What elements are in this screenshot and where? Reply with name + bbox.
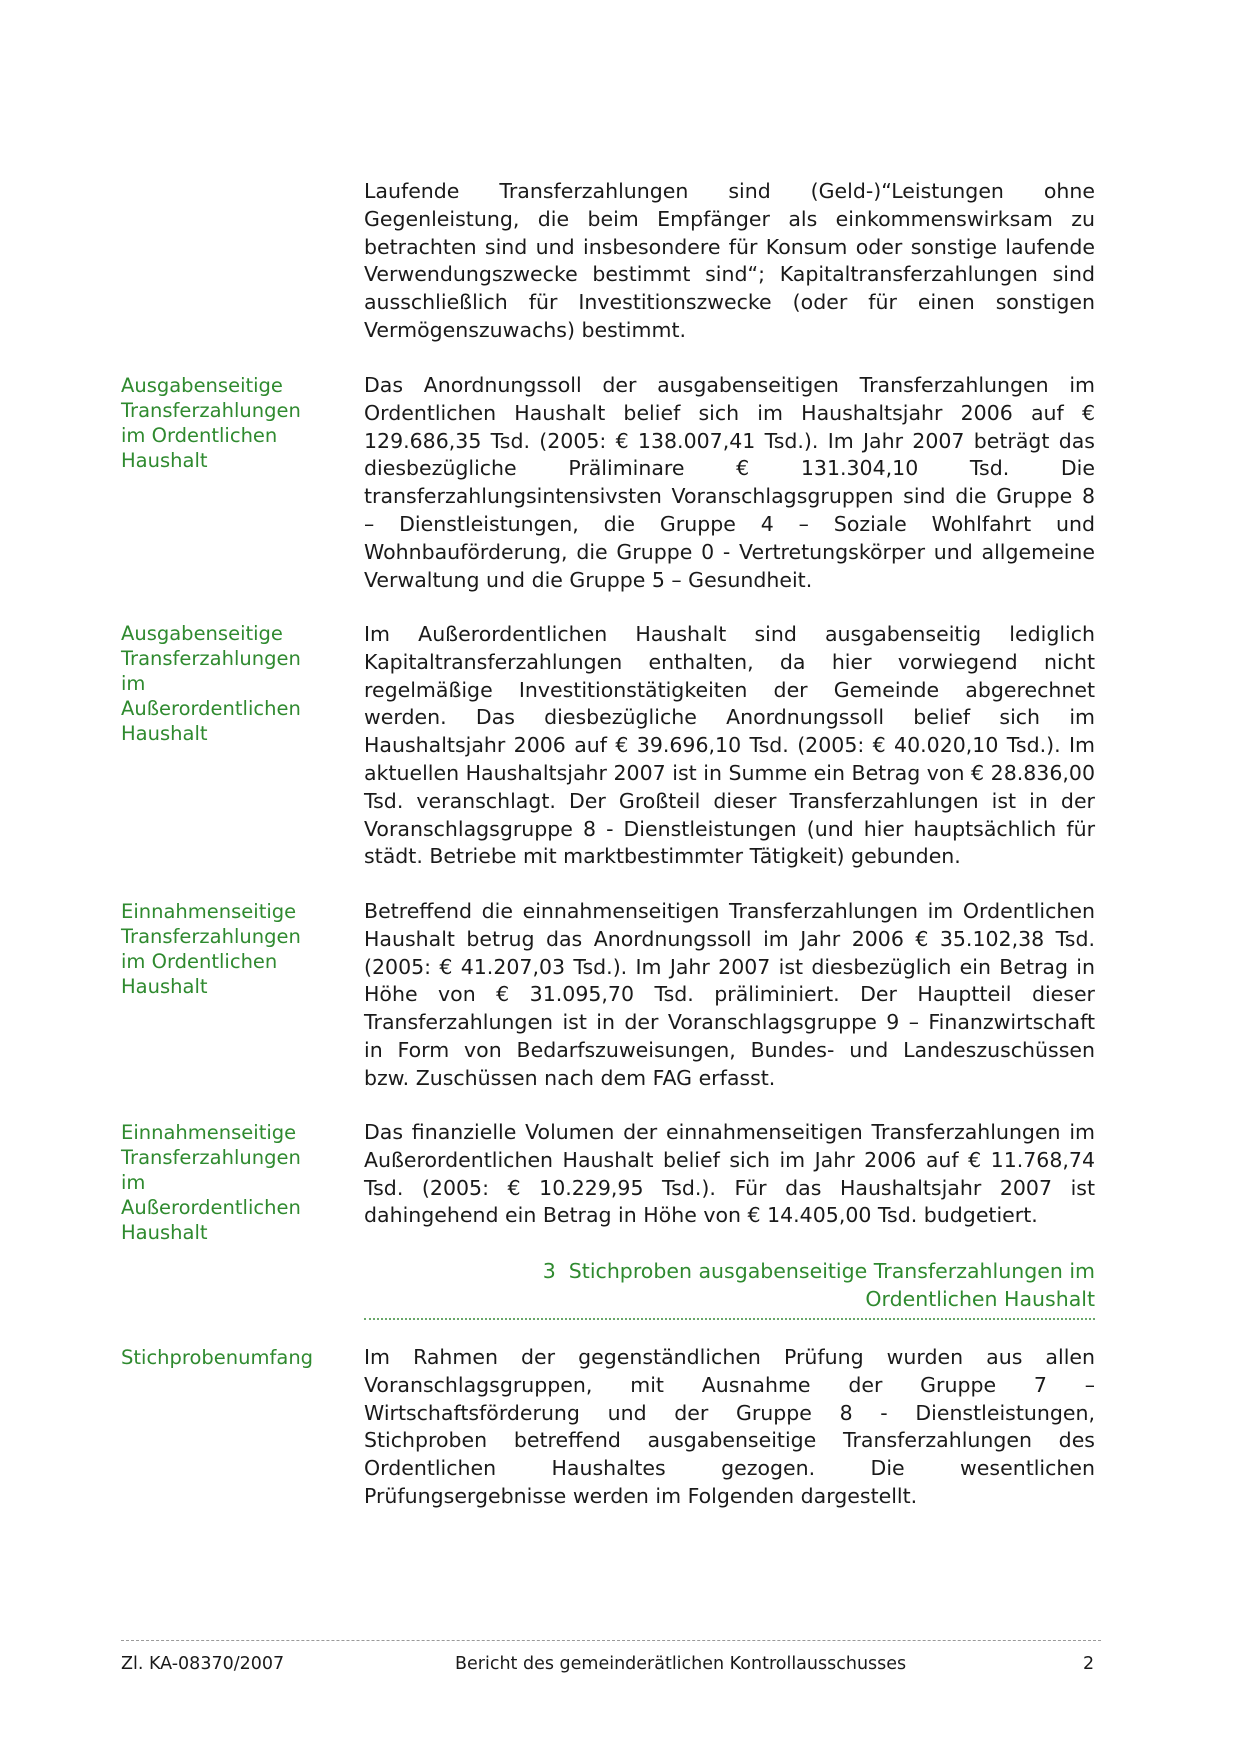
margin-note-ausgaben-ordentlich: Ausgabenseitige Transferzahlungen im Ordentlichen Haushalt: [121, 374, 301, 472]
chapter-heading: [364, 1257, 1095, 1313]
footer-title: Bericht des gemeinderätlichen Kontrollausschusses: [455, 1654, 907, 1674]
footer-page-number: 2: [1083, 1654, 1095, 1674]
intro-paragraph: Laufende Transferzahlungen sind (Geld-)“Leistungen ohne Gegenleistung, die beim Empfänger als einkommenswirksam zu betrachten sind und insbesondere für Konsum oder sonstige laufende Verwendungszwecke bestimmt sind“; Kapitaltransferzahlungen sind ausschließlich für Investitionszwecke (oder für einen sonstigen Vermögenszuwachs) bestimmt.: [364, 179, 1095, 342]
margin-note-einnahmen-ordentlich: Einnahmenseitige Transferzahlungen im Ordentlichen Haushalt: [121, 900, 301, 998]
margin-note-stichprobenumfang: Stichprobenumfang: [121, 1346, 314, 1369]
chapter-title-line2: Ordentlichen Haushalt: [865, 1287, 1095, 1311]
chapter-number: 3: [542, 1259, 556, 1283]
paragraph-ausgaben-ordentlich: Das Anordnungssoll der ausgabenseitigen Transferzahlungen im Ordentlichen Haushalt belief sich im Haushaltsjahr 2006 auf € 129.686,35 Tsd. (2005: € 138.007,41 Tsd.). Im Jahr 2007 beträgt das diesbezügliche Präliminare € 131.304,10 Tsd. Die transferzahlungsintensivsten Voranschlagsgruppen sind die Gruppe 8 – Dienstleistungen, die Gruppe 4 – Soziale Wohlfahrt und Wohnbauförderung, die Gruppe 0 - Vertretungskörper und allgemeine Verwaltung und die Gruppe 5 – Gesundheit.: [364, 373, 1095, 592]
chapter-title-line1: Stichproben ausgabenseitige Transferzahlungen im: [568, 1259, 1095, 1283]
footer-divider: [121, 1640, 1101, 1641]
paragraph-ausgaben-ausserordentlich: Im Außerordentlichen Haushalt sind ausgabenseitig lediglich Kapitaltransferzahlungen enthalten, da hier vorwiegend nicht regelmäßige Investitionstätigkeiten der Gemeinde abgerechnet werden. Das diesbezügliche Anordnungssoll belief sich im Haushaltsjahr 2006 auf € 39.696,10 Tsd. (2005: € 40.020,10 Tsd.). Im aktuellen Haushaltsjahr 2007 ist in Summe ein Betrag von € 28.836,00 Tsd. veranschlagt. Der Großteil dieser Transferzahlungen ist in der Voranschlagsgruppe 8 - Dienstleistungen (und hier hauptsächlich für städt. Betriebe mit marktbestimmter Tätigkeit) gebunden.: [364, 622, 1095, 869]
footer-reference: Zl. KA-08370/2007: [121, 1654, 285, 1674]
heading-divider: [364, 1318, 1095, 1320]
paragraph-stichprobenumfang: Im Rahmen der gegenständlichen Prüfung wurden aus allen Voranschlagsgruppen, mit Ausnahme der Gruppe 7 – Wirtschaftsförderung und der Gruppe 8 - Dienstleistungen, Stichproben betreffend ausgabenseitige Transferzahlungen des Ordentlichen Haushaltes gezogen. Die wesentlichen Prüfungsergebnisse werden im Folgenden dargestellt.: [364, 1345, 1095, 1508]
paragraph-einnahmen-ordentlich: Betreffend die einnahmenseitigen Transferzahlungen im Ordentlichen Haushalt betrug das Anordnungssoll im Jahr 2006 € 35.102,38 Tsd. (2005: € 41.207,03 Tsd.). Im Jahr 2007 ist diesbezüglich ein Betrag in Höhe von € 31.095,70 Tsd. präliminiert. Der Hauptteil dieser Transferzahlungen ist in der Voranschlagsgruppe 9 – Finanzwirtschaft in Form von Bedarfszuweisungen, Bundes- und Landeszuschüssen bzw. Zuschüssen nach dem FAG erfasst.: [364, 899, 1095, 1090]
margin-note-einnahmen-ausserordentlich: Einnahmenseitige Transferzahlungen im Außerordentlichen Haushalt: [121, 1121, 301, 1244]
paragraph-einnahmen-ausserordentlich: Das finanzielle Volumen der einnahmenseitigen Transferzahlungen im Außerordentlichen Haushalt belief sich im Jahr 2006 auf € 11.768,74 Tsd. (2005: € 10.229,95 Tsd.). Für das Haushaltsjahr 2007 ist dahingehend ein Betrag in Höhe von € 14.405,00 Tsd. budgetiert.: [364, 1120, 1095, 1228]
margin-note-ausgaben-ausserordentlich: Ausgabenseitige Transferzahlungen im Außerordentlichen Haushalt: [121, 622, 301, 745]
